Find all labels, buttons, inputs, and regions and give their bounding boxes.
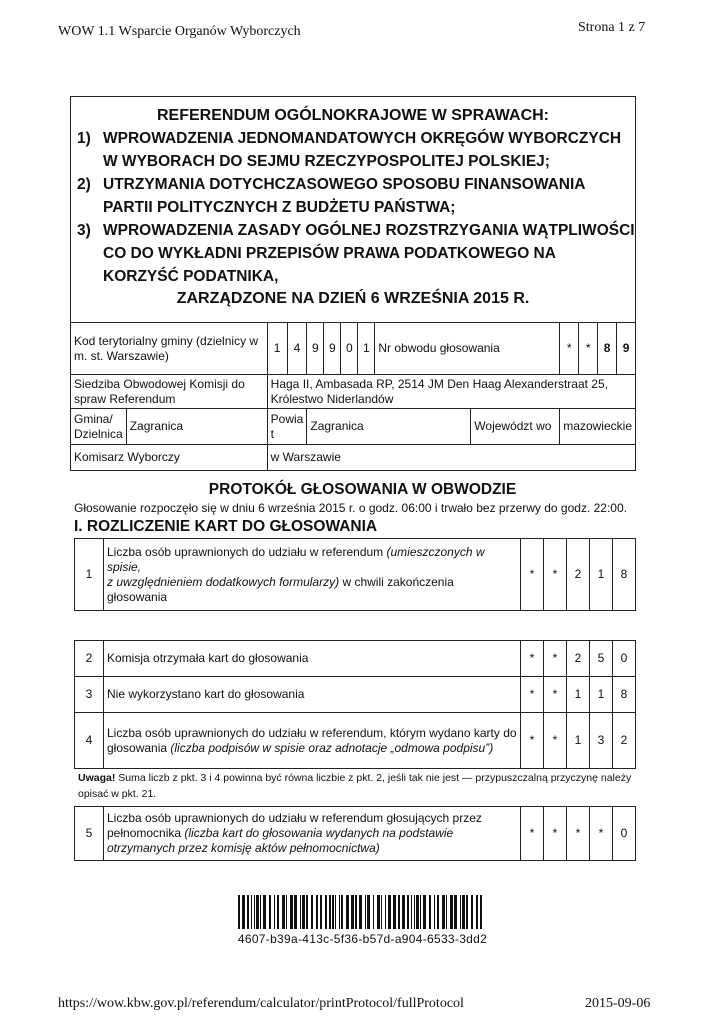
barcode-bar [238, 895, 240, 929]
barcode-bar [351, 895, 354, 929]
section-title: I. ROZLICZENIE KART DO GŁOSOWANIA [74, 518, 378, 535]
referendum-date-line: ZARZĄDZONE NA DZIEŃ 6 WRZEŚNIA 2015 R. [176, 290, 530, 307]
barcode-bar [325, 895, 327, 929]
row-number: 4 [75, 713, 104, 769]
barcode-bar [446, 895, 447, 929]
barcode-bar [247, 895, 249, 929]
barcode-bar [454, 895, 457, 929]
value-digit: 2 [567, 539, 590, 611]
value-digit: 2 [567, 641, 590, 677]
referendum-item [77, 173, 635, 219]
kod-digit: 1 [358, 323, 375, 375]
barcode-bar [286, 895, 287, 929]
row-description [104, 713, 521, 769]
item-text: WPROWADZENIA ZASADY OGÓLNEJ ROZSTRZYGANIA WĄTPLIWOŚCI CO DO WYKŁADNI PRZEPISÓW PRAWA PODATKOWEGO NA KORZYŚĆ PODATNIKA, [103, 222, 635, 285]
barcode-bar [407, 895, 409, 929]
barcode-bar [277, 895, 279, 929]
barcode-bar [306, 895, 308, 929]
table-row [75, 807, 636, 861]
value-digit: 8 [613, 677, 636, 713]
barcode-bar [365, 895, 366, 929]
value-digit: 2 [613, 713, 636, 769]
barcode-bar [367, 895, 370, 929]
page-counter: Strona 1 z 7 [578, 20, 646, 35]
barcode [238, 895, 486, 929]
barcode-bar [254, 895, 255, 929]
note-bold: Uwaga! [78, 772, 116, 784]
barcode-bar [434, 895, 435, 929]
obwod-digit: 9 [617, 323, 636, 375]
protocol-title: PROTOKÓŁ GŁOSOWANIA W OBWODZIE [208, 481, 517, 498]
barcode-bar [462, 895, 465, 929]
value-digit: 8 [613, 539, 636, 611]
table-row [75, 713, 636, 769]
row-italic-text: (liczba podpisów w spisie oraz adnotacje „odmowa podpisu”) [170, 740, 494, 755]
value-digit: * [521, 677, 544, 713]
barcode-bar [282, 895, 285, 929]
value-digit: * [544, 713, 567, 769]
barcode-text: 4607-b39a-413c-5f36-b57d-a904-6533-3dd2 [237, 932, 488, 946]
barcode-bar [377, 895, 380, 929]
item-text: UTRZYMANIA DOTYCHCZASOWEGO SPOSOBU FINANSOWANIA PARTII POLITYCZNYCH Z BUDŻETU PAŃSTWA; [103, 176, 585, 216]
note-warning [78, 770, 634, 802]
barcode-bar [420, 895, 421, 929]
barcode-bar [339, 895, 340, 929]
barcode-bar [269, 895, 271, 929]
barcode-bar [381, 895, 382, 929]
row-text: Nie wykorzystano kart do głosowania [107, 687, 305, 701]
barcode-bar [402, 895, 405, 929]
barcode-bar [359, 895, 362, 929]
referendum-items [77, 127, 635, 288]
value-digit: 1 [590, 677, 613, 713]
row-description [104, 641, 521, 677]
value-digit: * [521, 539, 544, 611]
value-digit: * [544, 807, 567, 861]
row-text: Liczba osób uprawnionych do udziału w referendum [107, 544, 387, 559]
barcode-bar [335, 895, 336, 929]
gmina-value: Zagranica [126, 409, 267, 445]
barcode-bar [385, 895, 386, 929]
siedziba-label: Siedziba Obwodowej Komisji do spraw Referendum [71, 375, 268, 409]
value-digit: * [544, 641, 567, 677]
row-italic-text: (liczba kart do głosowania wydanych na podstawie otrzymanych przez komisję aktów pełnomocnictwa) [107, 826, 454, 855]
row-italic-text: (umieszczonych w spisie, z uwzględnieniem dodatkowych formularzy) [107, 544, 485, 589]
row-description [104, 677, 521, 713]
row-text: Liczba osób uprawnionych do udziału w referendum głosujących przez pełnomocnika [107, 811, 482, 840]
barcode-bar [329, 895, 331, 929]
row-text: Liczba osób uprawnionych do udziału w referendum, którym wydano karty do głosowania [107, 725, 517, 755]
barcode-bar [300, 895, 301, 929]
barcode-bar [242, 895, 245, 929]
referendum-heading: REFERENDUM OGÓLNOKRAJOWE W SPRAWACH: [157, 107, 549, 124]
value-digit: 1 [590, 539, 613, 611]
footer-url: https://wow.kbw.gov.pl/referendum/calculator/printProtocol/fullProtocol [58, 996, 464, 1011]
kod-digit: 4 [287, 323, 307, 375]
kod-digit: 0 [341, 323, 358, 375]
barcode-bar [437, 895, 439, 929]
row-number: 5 [75, 807, 104, 861]
obwod-digit: * [560, 323, 579, 375]
barcode-bar [460, 895, 461, 929]
row-text-end: w chwili zakończenia głosowania [107, 574, 454, 604]
barcode-bar [311, 895, 313, 929]
barcode-bar [416, 895, 419, 929]
barcode-bar [411, 895, 412, 929]
barcode-bar [429, 895, 431, 929]
value-digit: * [544, 677, 567, 713]
count-table-row-5 [74, 806, 636, 861]
value-digit: 0 [613, 807, 636, 861]
barcode-bar [480, 895, 482, 929]
value-digit: * [521, 713, 544, 769]
barcode-bar [346, 895, 349, 929]
kod-digit: 1 [267, 323, 287, 375]
value-digit: 0 [613, 641, 636, 677]
siedziba-value: Haga II, Ambasada RP, 2514 JM Den Haag Alexanderstraat 25, Królestwo Niderlandów [267, 375, 635, 409]
value-digit: * [521, 807, 544, 861]
row-description [104, 539, 521, 611]
barcode-bar [373, 895, 374, 929]
footer-date: 2015-09-06 [585, 996, 651, 1011]
barcode-bar [398, 895, 400, 929]
barcode-bar [476, 895, 478, 929]
powiat-value: Zagranica [307, 409, 471, 445]
item-number: 3) [77, 222, 91, 239]
komisarz-label: Komisarz Wyborczy [71, 445, 268, 471]
header-info-table [70, 322, 636, 471]
powiat-label: Powia t [267, 409, 307, 445]
referendum-title-box [70, 96, 636, 322]
barcode-bar [388, 895, 391, 929]
komisarz-value: w Warszawie [267, 445, 635, 471]
barcode-bar [251, 895, 252, 929]
row-number: 2 [75, 641, 104, 677]
barcode-bar [316, 895, 318, 929]
value-digit: 1 [567, 713, 590, 769]
app-title: WOW 1.1 Wsparcie Organów Wyborczych [58, 24, 301, 39]
row-description [104, 807, 521, 861]
kod-label: Kod terytorialny gminy (dzielnicy w m. st. Warszawie) [71, 323, 268, 375]
referendum-item [77, 219, 635, 288]
item-text: WPROWADZENIA JEDNOMANDATOWYCH OKRĘGÓW WYBORCZYCH W WYBORACH DO SEJMU RZECZYPOSPOLITEJ POLSKIEJ; [103, 130, 622, 170]
woj-label: Województ wo [471, 409, 560, 445]
barcode-bar [442, 895, 445, 929]
barcode-bar [332, 895, 334, 929]
barcode-bar [414, 895, 415, 929]
note-text: Suma liczb z pkt. 3 i 4 powinna być równa liczbie z pkt. 2, jeśli tak nie jest — przypuszczalną przyczynę należy opisać w pkt. 21. [78, 772, 632, 800]
row-number: 3 [75, 677, 104, 713]
table-row [75, 641, 636, 677]
barcode-bar [320, 895, 322, 929]
value-digit: * [590, 807, 613, 861]
value-digit: * [544, 539, 567, 611]
barcode-bar [260, 895, 261, 929]
kod-digit: 9 [324, 323, 341, 375]
protocol-time-line: Głosowanie rozpoczęło się w dniu 6 września 2015 r. o godz. 06:00 i trwało bez przerwy do godz. 22:00. [74, 501, 627, 515]
value-digit: 5 [590, 641, 613, 677]
obwod-digit: * [579, 323, 598, 375]
count-table-row-1 [74, 538, 636, 611]
barcode-bar [290, 895, 293, 929]
barcode-bar [355, 895, 357, 929]
kod-digit: 9 [307, 323, 324, 375]
value-digit: * [521, 641, 544, 677]
table-row [75, 677, 636, 713]
barcode-bar [256, 895, 259, 929]
barcode-bar [471, 895, 473, 929]
item-number: 2) [77, 176, 91, 193]
value-digit: 1 [567, 677, 590, 713]
barcode-bar [466, 895, 468, 929]
barcode-bar [393, 895, 396, 929]
barcode-bar [274, 895, 275, 929]
barcode-bar [341, 895, 343, 929]
row-number: 1 [75, 539, 104, 611]
table-row [75, 539, 636, 611]
gmina-label: Gmina/ Dzielnica [71, 409, 127, 445]
item-number: 1) [77, 130, 91, 147]
referendum-item [77, 127, 635, 173]
value-digit: 3 [590, 713, 613, 769]
value-digit: * [567, 807, 590, 861]
obwod-label: Nr obwodu głosowania [375, 323, 560, 375]
barcode-bar [450, 895, 453, 929]
barcode-bar [302, 895, 305, 929]
barcode-bar [294, 895, 297, 929]
barcode-bar [423, 895, 426, 929]
barcode-bar [263, 895, 266, 929]
woj-value: mazowieckie [560, 409, 636, 445]
row-text: Komisja otrzymała kart do głosowania [107, 651, 309, 665]
obwod-digit: 8 [598, 323, 617, 375]
count-table-rows-2-4 [74, 640, 636, 769]
